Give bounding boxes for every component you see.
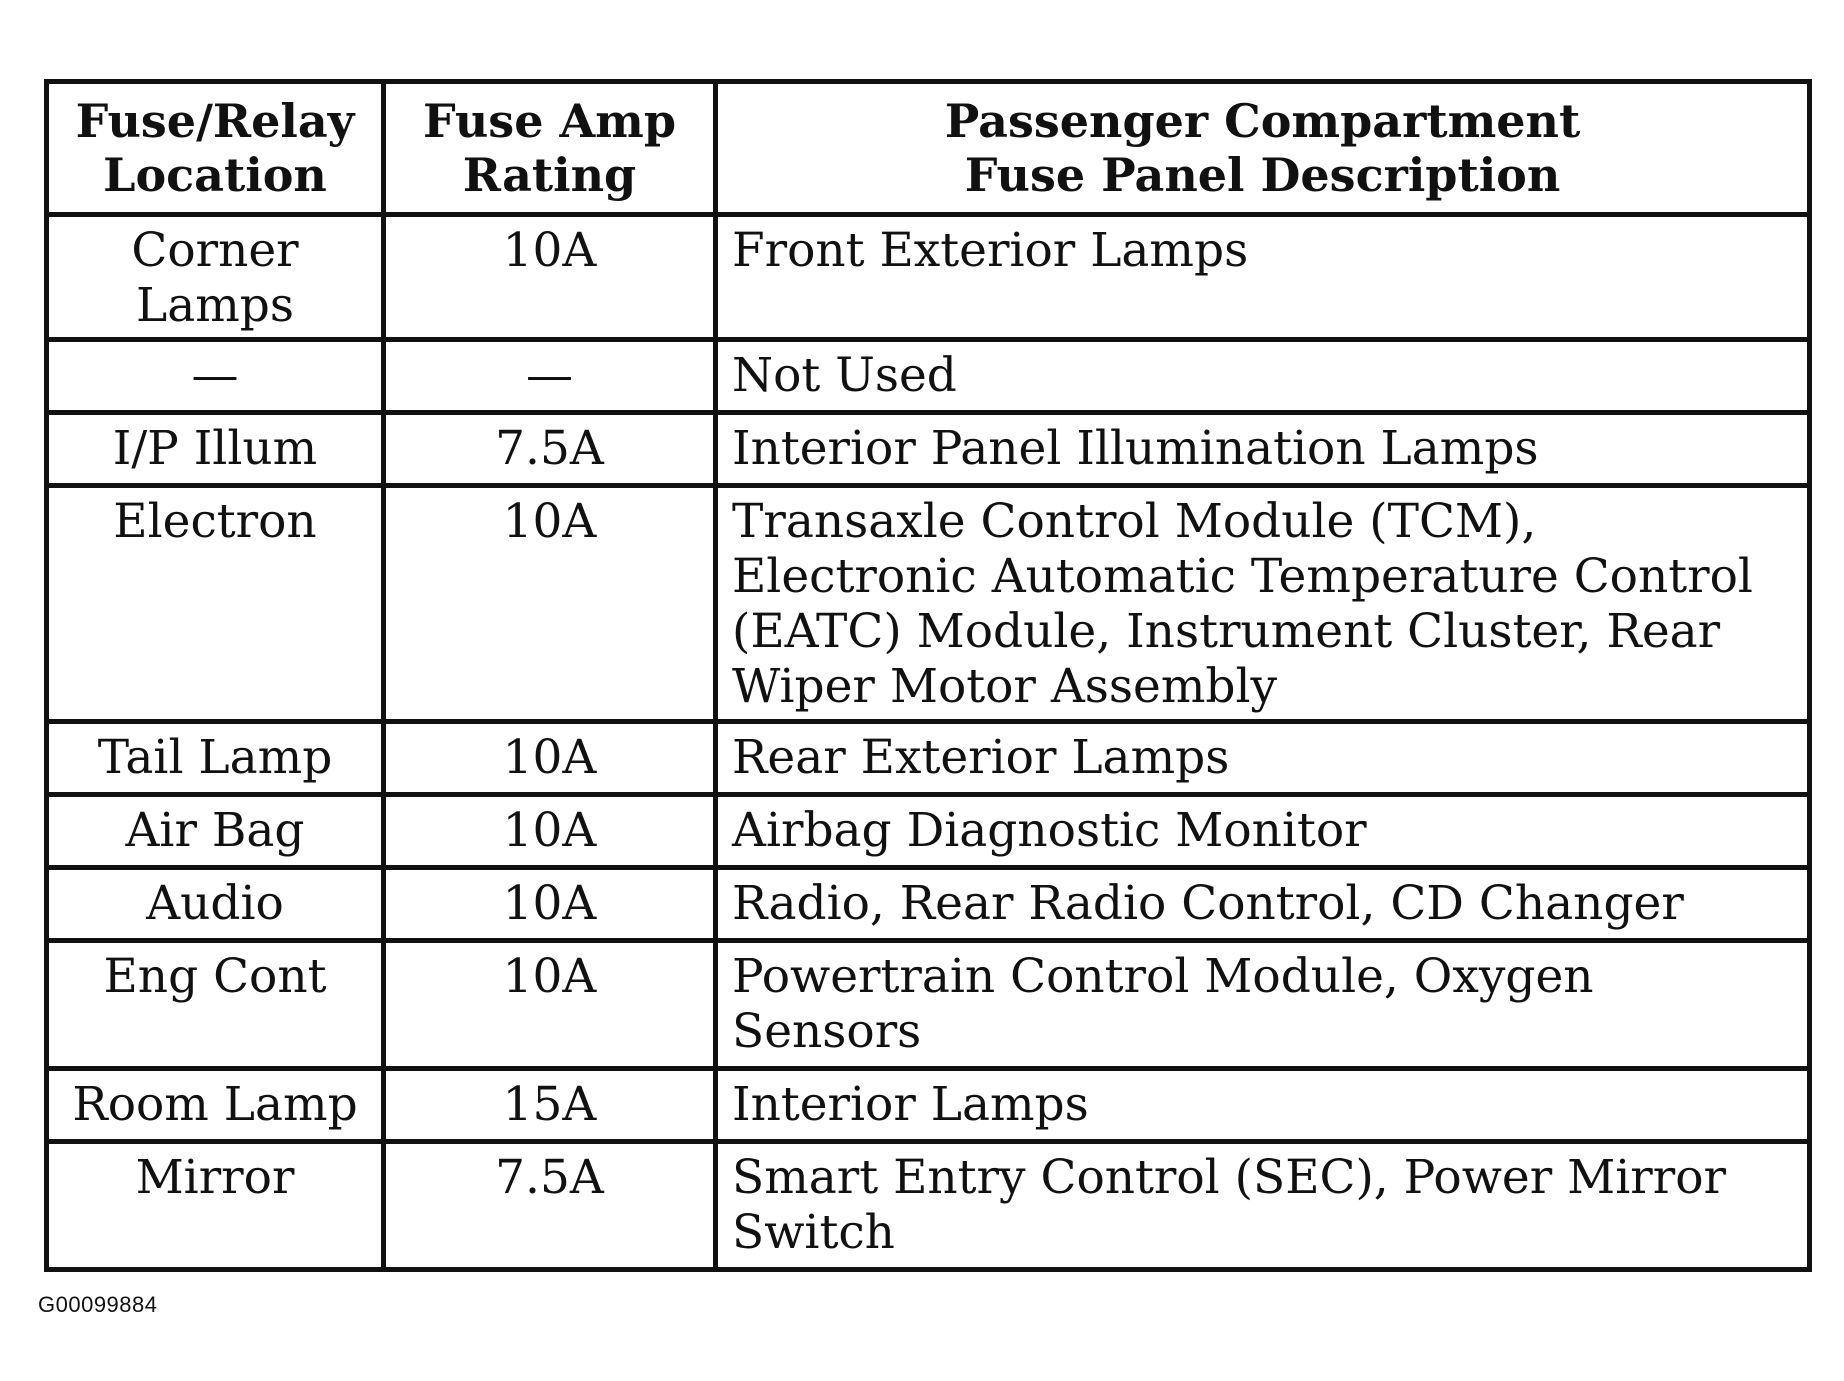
description-cell xyxy=(716,1069,1810,1142)
location-text: Tail Lamp xyxy=(97,730,333,785)
location-text: Electron xyxy=(113,494,317,549)
table-row xyxy=(47,795,1810,868)
description-text: (EATC) Module, Instrument Cluster, Rear xyxy=(732,604,1721,659)
fuse-table-container xyxy=(44,79,1812,1272)
description-text: Switch xyxy=(732,1205,895,1260)
header-amp-line: Rating xyxy=(462,148,637,202)
location-text: Corner xyxy=(131,223,299,278)
description-cell xyxy=(716,215,1810,340)
table-header-row xyxy=(47,82,1810,215)
table-row xyxy=(47,486,1810,722)
amp-cell: 10A xyxy=(384,868,716,941)
table-row xyxy=(47,215,1810,340)
table-row xyxy=(47,722,1810,795)
description-text: Smart Entry Control (SEC), Power Mirror xyxy=(732,1150,1726,1205)
amp-cell: 10A xyxy=(384,486,716,722)
description-cell xyxy=(716,486,1810,722)
description-text: Rear Exterior Lamps xyxy=(732,730,1230,785)
header-location-line: Fuse/Relay xyxy=(75,94,355,148)
description-text: Front Exterior Lamps xyxy=(732,223,1249,278)
description-cell xyxy=(716,941,1810,1069)
description-cell xyxy=(716,413,1810,486)
location-cell xyxy=(47,722,384,795)
location-text: Audio xyxy=(146,876,284,931)
table-row xyxy=(47,941,1810,1069)
description-text: Radio, Rear Radio Control, CD Changer xyxy=(732,876,1684,931)
location-cell xyxy=(47,941,384,1069)
location-text: Mirror xyxy=(135,1150,295,1205)
description-text: Not Used xyxy=(732,348,957,403)
location-cell xyxy=(47,340,384,413)
location-text: Lamps xyxy=(135,278,294,333)
description-text: Electronic Automatic Temperature Control xyxy=(732,549,1753,604)
fuse-panel-table xyxy=(44,79,1812,1272)
description-cell xyxy=(716,795,1810,868)
description-cell xyxy=(716,868,1810,941)
figure-id-label: G00099884 xyxy=(38,1292,158,1317)
table-row xyxy=(47,1142,1810,1270)
description-text: Transaxle Control Module (TCM), xyxy=(732,494,1537,549)
location-cell xyxy=(47,1069,384,1142)
amp-cell: 7.5A xyxy=(384,1142,716,1270)
description-text: Powertrain Control Module, Oxygen xyxy=(732,949,1594,1004)
amp-cell: 10A xyxy=(384,722,716,795)
header-amp-rating xyxy=(384,82,716,215)
header-location xyxy=(47,82,384,215)
table-row xyxy=(47,340,1810,413)
header-description xyxy=(716,82,1810,215)
description-text: Airbag Diagnostic Monitor xyxy=(732,803,1367,858)
location-cell xyxy=(47,868,384,941)
header-description-line: Passenger Compartment xyxy=(944,94,1581,148)
description-cell xyxy=(716,1142,1810,1270)
location-cell xyxy=(47,215,384,340)
amp-cell: — xyxy=(384,340,716,413)
description-cell xyxy=(716,722,1810,795)
amp-cell: 7.5A xyxy=(384,413,716,486)
amp-cell: 15A xyxy=(384,1069,716,1142)
table-row xyxy=(47,868,1810,941)
table-row xyxy=(47,413,1810,486)
description-text: Sensors xyxy=(732,1004,922,1059)
description-text: Wiper Motor Assembly xyxy=(732,659,1278,714)
location-text: Eng Cont xyxy=(103,949,327,1004)
location-text: Room Lamp xyxy=(72,1077,358,1132)
location-text: I/P Illum xyxy=(112,421,318,476)
location-text: Air Bag xyxy=(125,803,305,858)
description-text: Interior Lamps xyxy=(732,1077,1089,1132)
description-cell xyxy=(716,340,1810,413)
header-amp-line: Fuse Amp xyxy=(423,94,676,148)
amp-cell: 10A xyxy=(384,941,716,1069)
location-text: — xyxy=(191,348,239,403)
table-row xyxy=(47,1069,1810,1142)
header-description-line: Fuse Panel Description xyxy=(964,148,1561,202)
location-cell xyxy=(47,413,384,486)
amp-cell: 10A xyxy=(384,795,716,868)
location-cell xyxy=(47,1142,384,1270)
header-location-line: Location xyxy=(103,148,327,202)
location-cell xyxy=(47,486,384,722)
location-cell xyxy=(47,795,384,868)
description-text: Interior Panel Illumination Lamps xyxy=(732,421,1539,476)
amp-cell: 10A xyxy=(384,215,716,340)
